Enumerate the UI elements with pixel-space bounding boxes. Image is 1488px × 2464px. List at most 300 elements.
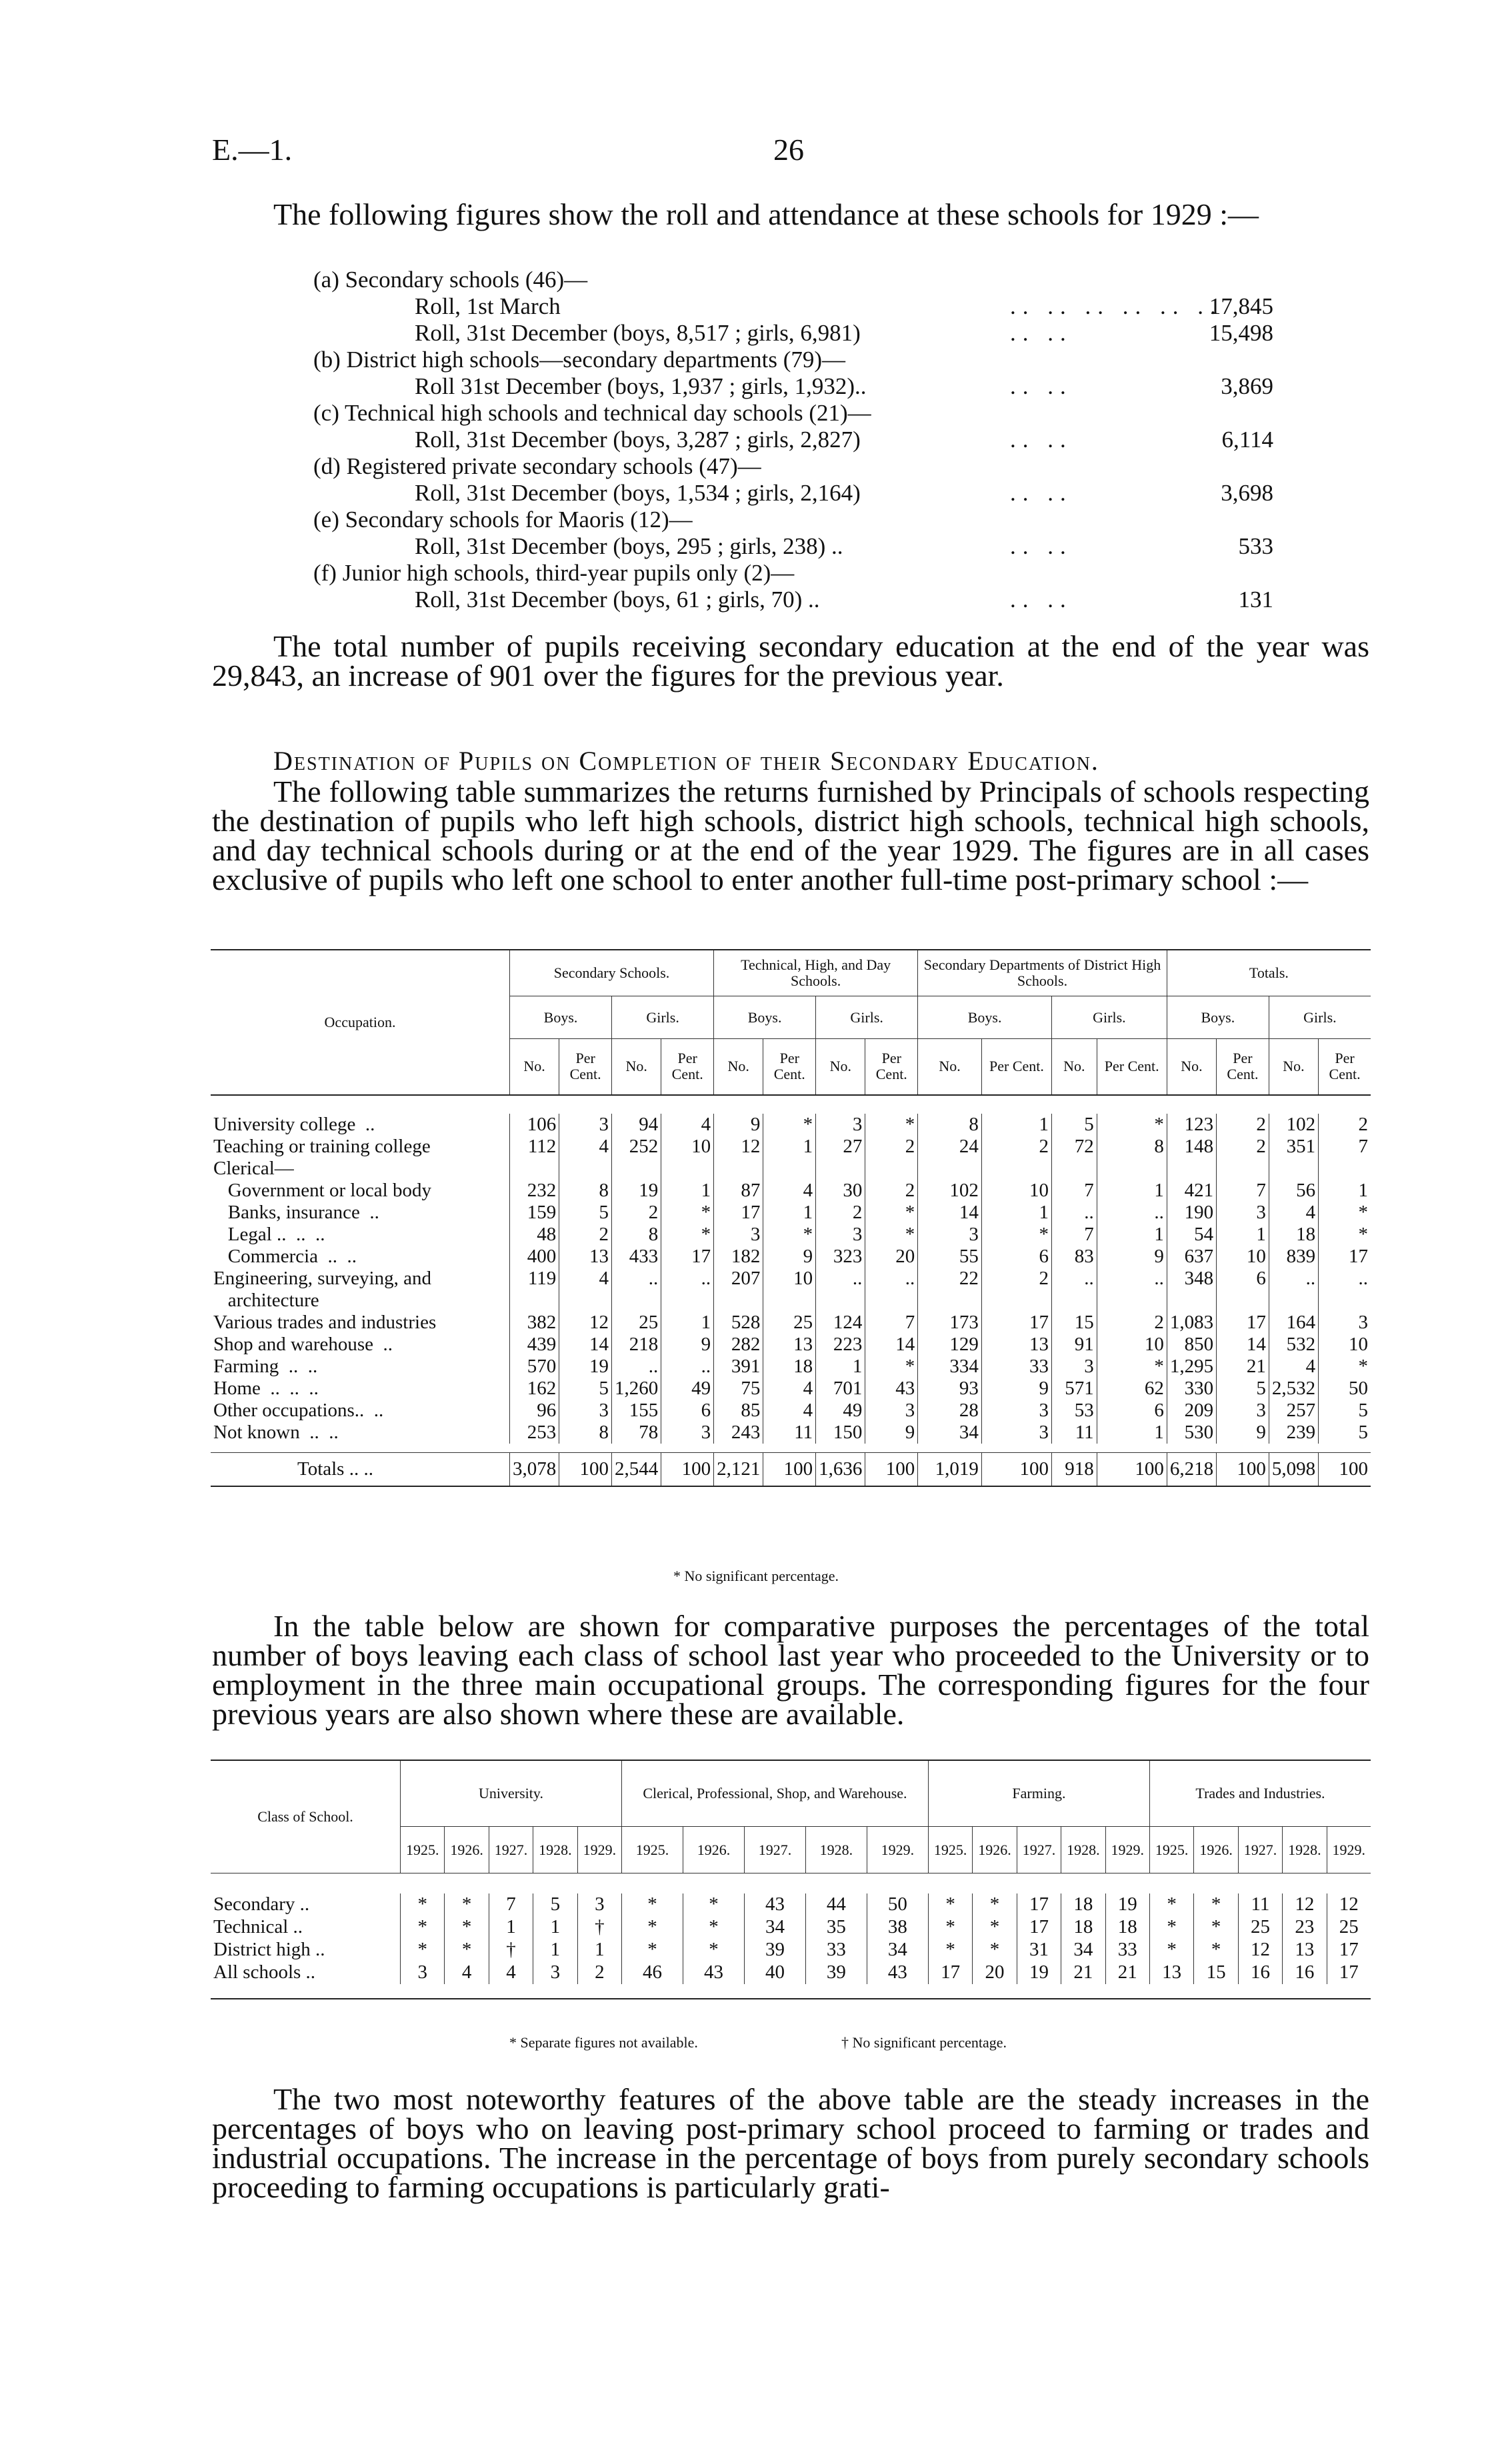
table-cell: 2 bbox=[865, 1180, 918, 1202]
table-cell: 100 bbox=[1097, 1453, 1167, 1487]
destination-text: The following table summarizes the returns furnished by Principals of schools respecting the destination of pupils who left high schools, district high schools, technical high schools, and day technical schools during or at the end of the year 1929. The figures are in all cases exclusive of pupils who left one school to enter another full-time post-primary school :— bbox=[212, 774, 1369, 896]
table-cell: * bbox=[1319, 1224, 1371, 1246]
table-cell: 4 bbox=[1269, 1356, 1318, 1378]
table-cell: 12 bbox=[714, 1136, 763, 1158]
year-header: 1928. bbox=[1283, 1827, 1327, 1873]
table-row bbox=[211, 1356, 1371, 1378]
table-cell: 3 bbox=[865, 1400, 918, 1422]
table-cell: * bbox=[445, 1916, 489, 1939]
table-cell: 2,121 bbox=[714, 1453, 763, 1487]
table-cell: 17 bbox=[1217, 1312, 1269, 1334]
year-header: 1927. bbox=[1017, 1827, 1061, 1873]
table-cell: 918 bbox=[1052, 1453, 1097, 1487]
table-cell: 9 bbox=[714, 1114, 763, 1136]
table-cell: 40 bbox=[744, 1961, 805, 1984]
roll-line-leader: .. .. bbox=[1010, 427, 1073, 453]
table-cell: 54 bbox=[1167, 1224, 1216, 1246]
comparative-text: In the table below are shown for comparative purposes the percentages of the total number of boys leaving each class of school last year who proceeded to the University or to employment in the three main occupational groups. The corresponding figures for the four previous years are also shown where these are available. bbox=[212, 1609, 1369, 1731]
table-cell bbox=[1269, 1290, 1318, 1312]
table-cell bbox=[763, 1158, 816, 1180]
table-cell: 400 bbox=[510, 1246, 559, 1268]
year-header: 1926. bbox=[683, 1827, 745, 1873]
table-cell: 14 bbox=[865, 1334, 918, 1356]
table-cell bbox=[918, 1290, 982, 1312]
roll-line bbox=[313, 293, 1273, 320]
table-cell: 433 bbox=[612, 1246, 661, 1268]
table-cell: 25 bbox=[1238, 1916, 1282, 1939]
roll-line-text: Roll, 31st December (boys, 295 ; girls, 238) .. bbox=[415, 533, 843, 559]
table-cell bbox=[763, 1290, 816, 1312]
table-cell: 4 bbox=[763, 1180, 816, 1202]
table2-footnote-a: * Separate figures not available. bbox=[509, 2034, 698, 2051]
closing-paragraph bbox=[212, 2082, 1369, 2204]
column-subheader: Per Cent. bbox=[1217, 1039, 1269, 1095]
table-row bbox=[211, 1939, 1371, 1961]
table-cell: * bbox=[401, 1893, 445, 1916]
intro-paragraph bbox=[212, 197, 1369, 231]
table-cell bbox=[1097, 1158, 1167, 1180]
table-cell: 4 bbox=[489, 1961, 533, 1984]
table-cell: 11 bbox=[763, 1422, 816, 1444]
section-heading: Destination of Pupils on Completion of their Secondary Education. bbox=[273, 746, 1099, 776]
table-cell: * bbox=[763, 1114, 816, 1136]
table-cell: 5 bbox=[1217, 1378, 1269, 1400]
table-cell: * bbox=[401, 1916, 445, 1939]
table-cell: 10 bbox=[1097, 1334, 1167, 1356]
table-cell: * bbox=[622, 1916, 683, 1939]
table-cell: 20 bbox=[973, 1961, 1017, 1984]
table-cell bbox=[865, 1290, 918, 1312]
table-cell: * bbox=[661, 1202, 714, 1224]
table-cell: * bbox=[973, 1893, 1017, 1916]
table-cell: 14 bbox=[918, 1202, 982, 1224]
table-cell: 24 bbox=[918, 1136, 982, 1158]
table-cell: 3 bbox=[981, 1400, 1051, 1422]
roll-line bbox=[313, 533, 1273, 560]
table-cell: 637 bbox=[1167, 1246, 1216, 1268]
table-cell: 10 bbox=[1319, 1334, 1371, 1356]
table-cell: 22 bbox=[918, 1268, 982, 1290]
table-cell: 25 bbox=[763, 1312, 816, 1334]
table-cell: 2 bbox=[612, 1202, 661, 1224]
roll-line-value: 3,698 bbox=[1221, 480, 1273, 506]
table-cell: 4 bbox=[763, 1400, 816, 1422]
table-cell bbox=[714, 1290, 763, 1312]
table-cell bbox=[1217, 1158, 1269, 1180]
table-cell: 218 bbox=[612, 1334, 661, 1356]
table-cell: 1 bbox=[661, 1312, 714, 1334]
table-cell: 13 bbox=[1149, 1961, 1193, 1984]
table-cell: 19 bbox=[1105, 1893, 1149, 1916]
table-cell: * bbox=[1097, 1356, 1167, 1378]
closing-text: The two most noteworthy features of the above table are the steady increases in the percentages of boys who on leaving post-primary school proceed to farming or trades and industrial occupations. The increase in the percentage of boys from purely secondary schools proceeding to farming occupations is particularly grati- bbox=[212, 2082, 1369, 2204]
occupation-cell: Various trades and industries bbox=[213, 1311, 437, 1333]
sex-header: Boys. bbox=[918, 996, 1052, 1039]
table-cell bbox=[559, 1158, 612, 1180]
table-cell: 16 bbox=[1283, 1961, 1327, 1984]
roll-line-text: Roll, 1st March bbox=[415, 293, 561, 319]
table-cell: * bbox=[661, 1224, 714, 1246]
table-cell: 1 bbox=[533, 1939, 577, 1961]
table-cell: 3 bbox=[1052, 1356, 1097, 1378]
table-cell: 2 bbox=[981, 1268, 1051, 1290]
table-cell: 102 bbox=[918, 1180, 982, 1202]
table-cell: 28 bbox=[918, 1400, 982, 1422]
table-cell: 7 bbox=[489, 1893, 533, 1916]
intro-text: The following figures show the roll and attendance at these schools for 1929 :— bbox=[273, 197, 1259, 231]
table-cell: 85 bbox=[714, 1400, 763, 1422]
column-subheader: No. bbox=[1167, 1039, 1216, 1095]
table-cell: 1,295 bbox=[1167, 1356, 1216, 1378]
occupation-cell: architecture bbox=[213, 1289, 319, 1311]
group-header-district: Secondary Departments of District High Schools. bbox=[918, 950, 1167, 996]
table-cell: 3 bbox=[559, 1400, 612, 1422]
table1-footnote: * No significant percentage. bbox=[673, 1568, 839, 1584]
table-cell: 10 bbox=[661, 1136, 714, 1158]
table-cell: 330 bbox=[1167, 1378, 1216, 1400]
table-cell: .. bbox=[1097, 1202, 1167, 1224]
table-cell: 124 bbox=[816, 1312, 865, 1334]
table-cell: 3 bbox=[661, 1422, 714, 1444]
table-cell: * bbox=[622, 1939, 683, 1961]
table-cell: 2 bbox=[865, 1136, 918, 1158]
table-cell: .. bbox=[1269, 1268, 1318, 1290]
table-cell: 3 bbox=[714, 1224, 763, 1246]
table-cell bbox=[816, 1290, 865, 1312]
table-cell: 11 bbox=[1238, 1893, 1282, 1916]
table-cell: † bbox=[489, 1939, 533, 1961]
table-cell: 190 bbox=[1167, 1202, 1216, 1224]
group-header-farming: Farming. bbox=[928, 1760, 1149, 1827]
class-cell: All schools .. bbox=[213, 1961, 316, 1983]
table-cell: 18 bbox=[1105, 1916, 1149, 1939]
table-cell: 182 bbox=[714, 1246, 763, 1268]
table-row bbox=[211, 1400, 1371, 1422]
occupation-cell: Home .. .. .. bbox=[213, 1377, 319, 1399]
table-cell: 50 bbox=[867, 1893, 928, 1916]
table-cell: * bbox=[445, 1939, 489, 1961]
table-cell: 19 bbox=[612, 1180, 661, 1202]
column-subheader: Per Cent. bbox=[1319, 1039, 1371, 1095]
table-cell: 1 bbox=[981, 1114, 1051, 1136]
table-cell: 8 bbox=[918, 1114, 982, 1136]
table-row bbox=[211, 1422, 1371, 1444]
table-cell: 239 bbox=[1269, 1422, 1318, 1444]
table-cell: 5,098 bbox=[1269, 1453, 1318, 1487]
table-cell bbox=[981, 1158, 1051, 1180]
table-cell: 5 bbox=[559, 1378, 612, 1400]
table-cell: * bbox=[1319, 1202, 1371, 1224]
table-cell: 14 bbox=[1217, 1334, 1269, 1356]
table-cell: 1 bbox=[1097, 1180, 1167, 1202]
column-subheader: Per Cent. bbox=[559, 1039, 612, 1095]
table-cell bbox=[918, 1158, 982, 1180]
table-cell: 351 bbox=[1269, 1136, 1318, 1158]
table-cell: 43 bbox=[867, 1961, 928, 1984]
sex-header: Boys. bbox=[510, 996, 612, 1039]
table-cell: 17 bbox=[1017, 1893, 1061, 1916]
table-cell: 1,260 bbox=[612, 1378, 661, 1400]
table-cell: * bbox=[1097, 1114, 1167, 1136]
table-cell: 48 bbox=[510, 1224, 559, 1246]
year-header: 1926. bbox=[973, 1827, 1017, 1873]
sex-header: Girls. bbox=[816, 996, 918, 1039]
table-cell: 18 bbox=[763, 1356, 816, 1378]
table-row bbox=[211, 1893, 1371, 1916]
table-cell: 10 bbox=[981, 1180, 1051, 1202]
roll-line-value: 3,869 bbox=[1221, 373, 1273, 399]
comparative-paragraph bbox=[212, 1609, 1369, 1731]
class-header: Class of School. bbox=[257, 1808, 353, 1825]
column-subheader: No. bbox=[816, 1039, 865, 1095]
table-row bbox=[211, 1136, 1371, 1158]
comparative-table bbox=[211, 1760, 1371, 1999]
table-cell bbox=[612, 1158, 661, 1180]
table-row bbox=[211, 1114, 1371, 1136]
roll-line-text: Roll 31st December (boys, 1,937 ; girls, 1,932).. bbox=[415, 373, 867, 399]
table-cell bbox=[510, 1290, 559, 1312]
total-text: The total number of pupils receiving secondary education at the end of the year was 29,843, an increase of 901 over the figures for the previous year. bbox=[212, 629, 1369, 692]
year-header: 1927. bbox=[1238, 1827, 1282, 1873]
table-cell: 100 bbox=[559, 1453, 612, 1487]
table-cell: 19 bbox=[559, 1356, 612, 1378]
sex-header: Girls. bbox=[1052, 996, 1167, 1039]
table-cell: 17 bbox=[1319, 1246, 1371, 1268]
table-cell: 100 bbox=[1217, 1453, 1269, 1487]
year-header: 1929. bbox=[867, 1827, 928, 1873]
table-cell: 25 bbox=[612, 1312, 661, 1334]
table-cell: * bbox=[1194, 1916, 1238, 1939]
table-cell: 323 bbox=[816, 1246, 865, 1268]
table-cell: 13 bbox=[1283, 1939, 1327, 1961]
table-cell bbox=[714, 1158, 763, 1180]
roll-line bbox=[313, 480, 1273, 507]
year-header: 1929. bbox=[1327, 1827, 1371, 1873]
table-cell: * bbox=[683, 1939, 745, 1961]
column-subheader: No. bbox=[1052, 1039, 1097, 1095]
table-cell: 46 bbox=[622, 1961, 683, 1984]
table-cell: 83 bbox=[1052, 1246, 1097, 1268]
roll-section-label: (c) Technical high schools and technical day schools (21)— bbox=[313, 400, 871, 426]
roll-section bbox=[313, 507, 1273, 533]
table-cell: 21 bbox=[1105, 1961, 1149, 1984]
table-cell: 528 bbox=[714, 1312, 763, 1334]
table-cell: .. bbox=[1052, 1268, 1097, 1290]
occupation-cell: Totals .. .. bbox=[211, 1453, 510, 1487]
table-cell: 34 bbox=[867, 1939, 928, 1961]
table-cell: 20 bbox=[865, 1246, 918, 1268]
table-row bbox=[211, 1312, 1371, 1334]
table-cell: 7 bbox=[1217, 1180, 1269, 1202]
table-cell: 50 bbox=[1319, 1378, 1371, 1400]
table-cell: 5 bbox=[1319, 1422, 1371, 1444]
table-cell: 150 bbox=[816, 1422, 865, 1444]
occupation-cell: Other occupations.. .. bbox=[213, 1399, 384, 1421]
table-cell: * bbox=[928, 1939, 972, 1961]
table-cell: 14 bbox=[559, 1334, 612, 1356]
table-cell: 3 bbox=[1217, 1400, 1269, 1422]
roll-section bbox=[313, 560, 1273, 587]
table-cell: 7 bbox=[1052, 1224, 1097, 1246]
table-cell: 1 bbox=[533, 1916, 577, 1939]
table-cell: 391 bbox=[714, 1356, 763, 1378]
table-cell: 8 bbox=[559, 1180, 612, 1202]
table-cell: .. bbox=[661, 1268, 714, 1290]
roll-section bbox=[313, 347, 1273, 373]
table-cell: 2 bbox=[816, 1202, 865, 1224]
table-cell bbox=[612, 1290, 661, 1312]
table-cell: 570 bbox=[510, 1356, 559, 1378]
column-subheader: Per Cent. bbox=[763, 1039, 816, 1095]
occupation-cell: Engineering, surveying, and bbox=[213, 1267, 431, 1289]
group-header-trades: Trades and Industries. bbox=[1149, 1760, 1371, 1827]
table-cell bbox=[510, 1158, 559, 1180]
column-subheader: Per Cent. bbox=[865, 1039, 918, 1095]
table-cell: 43 bbox=[865, 1378, 918, 1400]
table-cell: 1 bbox=[661, 1180, 714, 1202]
table-cell: * bbox=[865, 1114, 918, 1136]
table-cell: 334 bbox=[918, 1356, 982, 1378]
table-cell: .. bbox=[865, 1268, 918, 1290]
table-cell: 3 bbox=[918, 1224, 982, 1246]
roll-section-label: (f) Junior high schools, third-year pupils only (2)— bbox=[313, 560, 795, 586]
table-cell bbox=[1097, 1290, 1167, 1312]
table-cell: 2 bbox=[1319, 1114, 1371, 1136]
table-cell: 155 bbox=[612, 1400, 661, 1422]
table-cell: 1 bbox=[981, 1202, 1051, 1224]
table-cell: 100 bbox=[1319, 1453, 1371, 1487]
occupation-cell: Clerical— bbox=[213, 1157, 294, 1179]
table-cell: 23 bbox=[1283, 1916, 1327, 1939]
table-row bbox=[211, 1268, 1371, 1290]
roll-line bbox=[313, 427, 1273, 453]
table-cell: * bbox=[1149, 1939, 1193, 1961]
roll-section-label: (b) District high schools—secondary departments (79)— bbox=[313, 347, 846, 373]
group-header-secondary: Secondary Schools. bbox=[510, 950, 714, 996]
table-cell: 56 bbox=[1269, 1180, 1318, 1202]
table-cell: 3 bbox=[1319, 1312, 1371, 1334]
table-cell: 1 bbox=[577, 1939, 621, 1961]
table-cell: 30 bbox=[816, 1180, 865, 1202]
table-cell: 1 bbox=[816, 1356, 865, 1378]
table-cell: 129 bbox=[918, 1334, 982, 1356]
table-cell: 100 bbox=[981, 1453, 1051, 1487]
table-cell: 27 bbox=[816, 1136, 865, 1158]
table-row bbox=[211, 1378, 1371, 1400]
table-cell: * bbox=[445, 1893, 489, 1916]
table-cell: 3 bbox=[533, 1961, 577, 1984]
table-cell: 3 bbox=[401, 1961, 445, 1984]
table-row bbox=[211, 1246, 1371, 1268]
table-cell bbox=[865, 1158, 918, 1180]
table-cell: 162 bbox=[510, 1378, 559, 1400]
table-cell: 33 bbox=[981, 1356, 1051, 1378]
table-cell: 43 bbox=[683, 1961, 745, 1984]
column-subheader: No. bbox=[612, 1039, 661, 1095]
table-cell: 43 bbox=[744, 1893, 805, 1916]
table-cell: 38 bbox=[867, 1916, 928, 1939]
table-cell: * bbox=[1194, 1893, 1238, 1916]
table-cell: 33 bbox=[805, 1939, 867, 1961]
table-cell: 112 bbox=[510, 1136, 559, 1158]
table-cell bbox=[981, 1290, 1051, 1312]
table-cell: 164 bbox=[1269, 1312, 1318, 1334]
table-cell: 439 bbox=[510, 1334, 559, 1356]
table-cell: 282 bbox=[714, 1334, 763, 1356]
table-row bbox=[211, 1290, 1371, 1312]
table-cell: 4 bbox=[559, 1136, 612, 1158]
roll-section-label: (e) Secondary schools for Maoris (12)— bbox=[313, 507, 693, 533]
table-cell: * bbox=[683, 1916, 745, 1939]
occupation-cell: Farming .. .. bbox=[213, 1355, 318, 1377]
table-cell: * bbox=[865, 1224, 918, 1246]
table-cell bbox=[1269, 1158, 1318, 1180]
year-header: 1925. bbox=[928, 1827, 972, 1873]
table-cell: 106 bbox=[510, 1114, 559, 1136]
column-subheader: Per Cent. bbox=[1097, 1039, 1167, 1095]
table-cell: 34 bbox=[918, 1422, 982, 1444]
table-cell: 53 bbox=[1052, 1400, 1097, 1422]
occupation-cell: Not known .. .. bbox=[213, 1421, 339, 1443]
table-cell: 5 bbox=[533, 1893, 577, 1916]
group-header-university: University. bbox=[401, 1760, 622, 1827]
class-cell: Technical .. bbox=[213, 1916, 303, 1937]
table-cell: 2 bbox=[1217, 1136, 1269, 1158]
table-cell: 35 bbox=[805, 1916, 867, 1939]
table-cell: 8 bbox=[1097, 1136, 1167, 1158]
year-header: 1929. bbox=[577, 1827, 621, 1873]
table-cell: 91 bbox=[1052, 1334, 1097, 1356]
table-cell: 7 bbox=[865, 1312, 918, 1334]
table-cell: 102 bbox=[1269, 1114, 1318, 1136]
table-cell: * bbox=[1194, 1939, 1238, 1961]
roll-section bbox=[313, 400, 1273, 427]
table-cell: * bbox=[973, 1916, 1017, 1939]
table-cell bbox=[1052, 1290, 1097, 1312]
roll-section-label: (a) Secondary schools (46)— bbox=[313, 267, 588, 293]
year-header: 1925. bbox=[622, 1827, 683, 1873]
table-cell: .. bbox=[1052, 1202, 1097, 1224]
table-cell bbox=[661, 1158, 714, 1180]
column-subheader: Per Cent. bbox=[661, 1039, 714, 1095]
sex-header: Girls. bbox=[612, 996, 714, 1039]
table-row bbox=[211, 1334, 1371, 1356]
table-cell: 532 bbox=[1269, 1334, 1318, 1356]
table-cell: 3 bbox=[559, 1114, 612, 1136]
group-header-technical: Technical, High, and Day Schools. bbox=[714, 950, 918, 996]
table-row bbox=[211, 1916, 1371, 1939]
year-header: 1928. bbox=[533, 1827, 577, 1873]
table-cell: 2,544 bbox=[612, 1453, 661, 1487]
table-cell: 18 bbox=[1061, 1916, 1105, 1939]
roll-section-label: (d) Registered private secondary schools (47)— bbox=[313, 453, 761, 479]
table-cell bbox=[661, 1290, 714, 1312]
roll-line-value: 17,845 bbox=[1209, 293, 1273, 319]
sex-header: Boys. bbox=[714, 996, 816, 1039]
table-cell: .. bbox=[1319, 1268, 1371, 1290]
table-cell: 39 bbox=[805, 1961, 867, 1984]
class-cell: District high .. bbox=[213, 1939, 325, 1960]
roll-line bbox=[313, 587, 1273, 613]
table-cell: 34 bbox=[744, 1916, 805, 1939]
table-cell: 3 bbox=[577, 1893, 621, 1916]
year-header: 1927. bbox=[744, 1827, 805, 1873]
table-cell: 9 bbox=[763, 1246, 816, 1268]
table-cell: 2 bbox=[981, 1136, 1051, 1158]
occupation-cell: University college .. bbox=[213, 1113, 375, 1135]
roll-section bbox=[313, 453, 1273, 480]
table-cell: 13 bbox=[981, 1334, 1051, 1356]
